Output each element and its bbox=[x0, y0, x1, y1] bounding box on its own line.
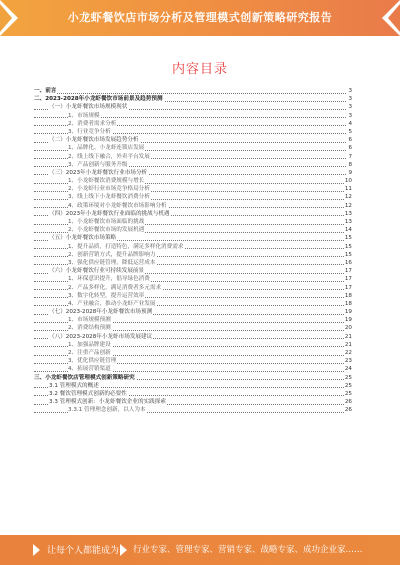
toc-entry-label: 3、优化供应链管理 bbox=[68, 358, 117, 365]
toc-entry-page: 3 bbox=[348, 112, 352, 119]
toc-entry-label: 2、产品多样化，满足消费者多元需求 bbox=[68, 284, 162, 291]
toc-entry-page: 17 bbox=[344, 268, 352, 275]
chevron-right-icon bbox=[120, 544, 127, 556]
toc-entry-label: 4、产业融合，推动小龙虾产业发展 bbox=[68, 300, 156, 307]
toc-entry-label: （一）小龙虾餐饮市场规模现状 bbox=[49, 104, 128, 111]
toc-entry[interactable] bbox=[34, 406, 352, 414]
toc-entry-page: 3 bbox=[348, 88, 352, 94]
toc-entry[interactable] bbox=[34, 177, 352, 185]
toc-entry-page: 17 bbox=[344, 284, 352, 291]
toc-entry-label: （三）2023年小龙虾餐饮行业市场分析 bbox=[49, 169, 148, 176]
toc-entry-page: 25 bbox=[344, 382, 352, 389]
toc-entry-page: 12 bbox=[344, 202, 352, 209]
toc-entry-label: 1、品牌化、小龙虾连锁店发展 bbox=[68, 145, 145, 152]
toc-entry-page: 18 bbox=[344, 300, 352, 307]
toc-entry[interactable] bbox=[34, 136, 352, 144]
toc-entry[interactable] bbox=[34, 87, 352, 95]
footer-slogan: 让每个人都能成为 bbox=[47, 546, 120, 556]
page-footer bbox=[0, 535, 400, 565]
toc-entry[interactable] bbox=[34, 218, 352, 226]
toc-entry-label: （八）2023-2028年小龙虾市场发展建议 bbox=[49, 333, 153, 340]
toc-entry[interactable] bbox=[34, 382, 352, 390]
toc-leader-dots bbox=[34, 93, 348, 94]
toc-entry-label: 3.3 管理模式创新：小龙虾餐饮企业的实践探索 bbox=[49, 399, 166, 406]
toc-entry[interactable] bbox=[34, 308, 352, 316]
toc-heading: 内容目录 bbox=[171, 62, 228, 77]
toc-entry-page: 21 bbox=[344, 333, 352, 340]
toc-entry[interactable] bbox=[34, 267, 352, 275]
toc-entry[interactable] bbox=[34, 316, 352, 324]
toc-entry[interactable] bbox=[34, 324, 352, 332]
toc-entry-page: 3 bbox=[348, 96, 352, 103]
toc-entry-page: 23 bbox=[344, 358, 352, 365]
toc-entry-label: 一、前言 bbox=[34, 88, 57, 94]
toc-entry[interactable] bbox=[34, 275, 352, 283]
page-header bbox=[0, 0, 400, 36]
toc-entry[interactable] bbox=[34, 226, 352, 234]
toc-entry[interactable] bbox=[34, 365, 352, 373]
toc-entry-label: 1、市场规模预测 bbox=[68, 317, 111, 324]
toc-entry-page: 25 bbox=[344, 390, 352, 397]
toc-entry[interactable] bbox=[34, 349, 352, 357]
toc-entry-label: 2、注重产品创新 bbox=[68, 350, 111, 356]
toc-entry[interactable] bbox=[34, 210, 352, 218]
toc-entry-label: 3.2 餐饮管理模式创新的必要性 bbox=[49, 390, 127, 397]
right-arrow-inner-decoration bbox=[388, 4, 400, 32]
toc-entry-label: 1、小龙虾餐饮市场面临的挑战 bbox=[68, 219, 145, 225]
toc-entry-page: 19 bbox=[344, 309, 352, 316]
toc-entry-page: 22 bbox=[344, 350, 352, 356]
toc-entry-label: 2、线上线下融合，外卖平台发展 bbox=[68, 153, 150, 160]
toc-entry-page: 7 bbox=[348, 153, 352, 160]
toc-entry[interactable] bbox=[34, 103, 352, 111]
toc-entry-page: 9 bbox=[348, 169, 352, 176]
toc-entry[interactable] bbox=[34, 161, 352, 169]
toc-entry-label: 2、小龙虾餐饮市场的发展机遇 bbox=[68, 227, 145, 234]
toc-entry-page: 17 bbox=[344, 276, 352, 283]
toc-entry-label: （六）小龙虾餐饮行业可持续发展前景 bbox=[49, 268, 145, 275]
toc-entry[interactable] bbox=[34, 234, 352, 242]
toc-entry-label: 3.3.1 管理理念创新，以人为本 bbox=[68, 407, 146, 414]
toc-entry[interactable] bbox=[34, 169, 352, 177]
toc-entry[interactable] bbox=[34, 251, 352, 259]
toc-entry[interactable] bbox=[34, 300, 352, 308]
toc-entry[interactable] bbox=[34, 95, 352, 103]
toc-entry-label: （五）小龙虾餐饮市场策略 bbox=[49, 235, 117, 242]
toc-entry-page: 11 bbox=[344, 186, 352, 193]
toc-entry-page: 21 bbox=[344, 341, 352, 348]
toc-entry-page: 5 bbox=[348, 128, 352, 135]
toc-entry-page: 24 bbox=[344, 366, 352, 373]
toc-entry[interactable] bbox=[34, 144, 352, 152]
toc-entry-page: 14 bbox=[344, 227, 352, 234]
toc-entry-label: 3、线上线下小龙虾餐饮消费分析 bbox=[68, 194, 150, 201]
toc-entry[interactable] bbox=[34, 390, 352, 398]
toc-entry[interactable] bbox=[34, 153, 352, 161]
toc-entry[interactable] bbox=[34, 120, 352, 128]
toc-entry[interactable] bbox=[34, 374, 352, 382]
toc-entry[interactable] bbox=[34, 193, 352, 201]
toc-entry-label: 3.1 管理模式的概述 bbox=[49, 382, 99, 389]
toc-entry-page: 15 bbox=[344, 243, 352, 250]
toc-entry-page: 6 bbox=[348, 137, 352, 144]
toc-entry-label: 2、创新营销方式，提升品牌影响力 bbox=[68, 251, 156, 258]
footer-roles: 行业专家、管理专家、营销专家、战略专家、成功企业家…… bbox=[133, 545, 363, 555]
toc-entry-label: 1、市场规模 bbox=[68, 112, 100, 119]
toc-entry[interactable] bbox=[34, 357, 352, 365]
toc-entry-page: 16 bbox=[344, 259, 352, 266]
toc-entry-label: 二、2023-2028年小龙虾餐饮市场前景及趋势预测 bbox=[34, 96, 163, 103]
toc-entry-page: 10 bbox=[344, 178, 352, 185]
toc-entry-label: 1、提升品质，打造特色，满足多样化消费需求 bbox=[68, 243, 184, 250]
table-of-contents bbox=[34, 87, 352, 415]
toc-entry-page: 8 bbox=[348, 161, 352, 168]
toc-entry-page: 12 bbox=[344, 194, 352, 201]
toc-entry-label: （四）2023年小龙虾餐饮行业面临的挑战与机遇 bbox=[49, 210, 170, 217]
toc-entry-page: 3 bbox=[348, 104, 352, 111]
toc-entry-label: 2、消费者需求分析 bbox=[68, 120, 117, 127]
toc-entry[interactable] bbox=[34, 341, 352, 349]
toc-entry[interactable] bbox=[34, 243, 352, 251]
toc-entry-page: 15 bbox=[344, 251, 352, 258]
toc-entry-page: 13 bbox=[344, 210, 352, 217]
toc-entry-page: 26 bbox=[344, 399, 352, 406]
toc-entry-page: 15 bbox=[344, 235, 352, 242]
toc-entry-page: 20 bbox=[344, 325, 352, 332]
toc-entry-label: 三、小龙虾餐饮店管理模式创新策略研究 bbox=[34, 374, 135, 381]
toc-entry-page: 25 bbox=[344, 374, 352, 381]
toc-entry-label: 3、强化供应链管理，降低运营成本 bbox=[68, 259, 156, 266]
toc-entry-label: 3、行业竞争分析 bbox=[68, 128, 111, 135]
toc-entry-label: 1、加强品牌建设 bbox=[68, 341, 111, 348]
toc-entry-label: 2、小龙虾行业市场竞争格局分析 bbox=[68, 186, 150, 193]
toc-entry[interactable] bbox=[34, 259, 352, 267]
toc-entry-page: 4 bbox=[348, 120, 352, 127]
toc-entry-page: 13 bbox=[344, 219, 352, 225]
toc-entry-label: 4、政策环境对小龙虾餐饮市场影响分析 bbox=[68, 202, 167, 209]
toc-entry-label: 2、消费结构预测 bbox=[68, 325, 111, 332]
chevron-right-icon bbox=[33, 544, 40, 556]
toc-entry[interactable] bbox=[34, 185, 352, 193]
toc-entry-label: （二）小龙虾餐饮市场发展趋势分析 bbox=[49, 137, 139, 144]
toc-entry-label: （七）2023-2028年小龙虾餐饮市场预测 bbox=[49, 309, 153, 316]
toc-entry-page: 19 bbox=[344, 317, 352, 324]
toc-entry[interactable] bbox=[34, 333, 352, 341]
toc-entry-label: 3、数字化转型，提升运营效率 bbox=[68, 292, 145, 299]
toc-entry-page: 26 bbox=[344, 407, 352, 414]
toc-entry[interactable] bbox=[34, 128, 352, 136]
toc-entry-label: 1、小龙虾餐饮消费规模与增长 bbox=[68, 178, 145, 185]
toc-entry-page: 18 bbox=[344, 292, 352, 299]
toc-entry-page: 6 bbox=[348, 145, 352, 152]
toc-entry[interactable] bbox=[34, 284, 352, 292]
toc-entry[interactable] bbox=[34, 398, 352, 406]
report-title: 小龙虾餐饮店市场分析及管理模式创新策略研究报告 bbox=[67, 11, 333, 24]
toc-entry-label: 4、拓展营销渠道 bbox=[68, 366, 111, 373]
toc-entry-label: 1、环保意识提升，倡导绿色消费 bbox=[68, 276, 150, 283]
toc-entry-label: 3、产品创新与服务升级 bbox=[68, 161, 128, 168]
toc-entry[interactable] bbox=[34, 292, 352, 300]
toc-entry[interactable] bbox=[34, 112, 352, 120]
toc-entry[interactable] bbox=[34, 202, 352, 210]
